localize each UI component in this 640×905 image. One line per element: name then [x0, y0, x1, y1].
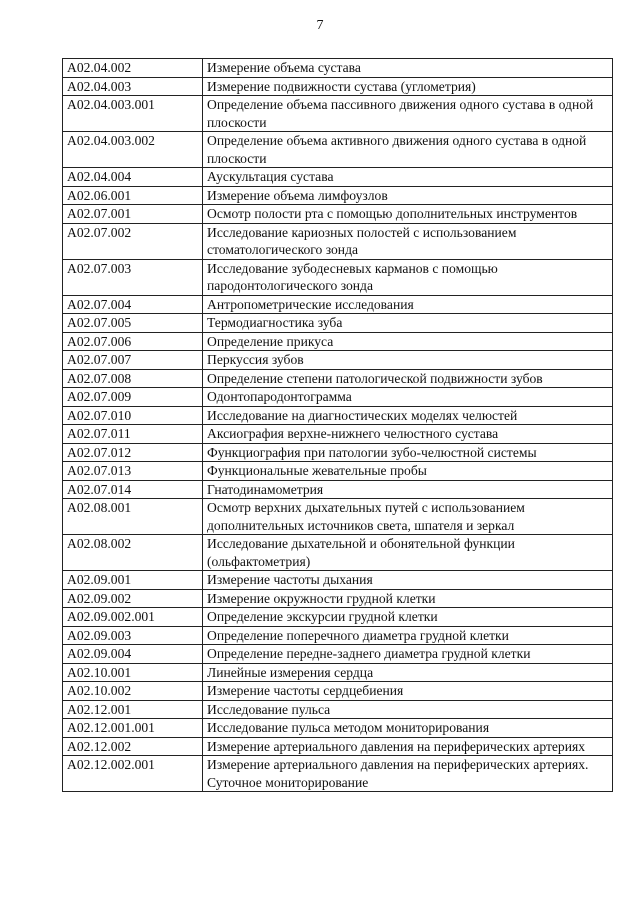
procedure-name-cell: Исследование пульса — [203, 700, 613, 719]
procedure-code-cell: A02.04.002 — [63, 59, 203, 78]
procedure-name-cell: Измерение частоты дыхания — [203, 571, 613, 590]
procedure-name-cell: Исследование кариозных полостей с использованием стоматологического зонда — [203, 223, 613, 259]
table-row — [63, 406, 613, 425]
table-row — [63, 719, 613, 738]
procedure-name-cell: Функциография при патологии зубо-челюстной системы — [203, 443, 613, 462]
table-row — [63, 369, 613, 388]
table-row — [63, 388, 613, 407]
procedure-code-cell: A02.10.002 — [63, 682, 203, 701]
procedure-code-cell: A02.10.001 — [63, 663, 203, 682]
procedure-code-cell: A02.04.003.001 — [63, 96, 203, 132]
procedure-code-cell: A02.06.001 — [63, 186, 203, 205]
procedure-name-cell: Аксиография верхне-нижнего челюстного сустава — [203, 425, 613, 444]
procedure-name-cell: Определение экскурсии грудной клетки — [203, 608, 613, 627]
table-row — [63, 608, 613, 627]
table-row — [63, 645, 613, 664]
procedure-code-cell: A02.07.001 — [63, 205, 203, 224]
procedure-code-cell: A02.12.002 — [63, 737, 203, 756]
procedure-name-cell: Осмотр верхних дыхательных путей с использованием дополнительных источников света, шпателя и зеркал — [203, 499, 613, 535]
procedure-name-cell: Определение объема пассивного движения одного сустава в одной плоскости — [203, 96, 613, 132]
table-row — [63, 499, 613, 535]
table-row — [63, 259, 613, 295]
procedure-name-cell: Исследование зубодесневых карманов с помощью пародонтологического зонда — [203, 259, 613, 295]
table-row — [63, 223, 613, 259]
procedure-name-cell: Определение прикуса — [203, 332, 613, 351]
table-row — [63, 351, 613, 370]
table-row — [63, 443, 613, 462]
procedure-code-cell: A02.09.002 — [63, 589, 203, 608]
procedure-code-cell: A02.07.010 — [63, 406, 203, 425]
procedure-code-cell: A02.04.003 — [63, 77, 203, 96]
procedure-name-cell: Гнатодинамометрия — [203, 480, 613, 499]
procedure-code-cell: A02.07.007 — [63, 351, 203, 370]
procedure-name-cell: Термодиагностика зуба — [203, 314, 613, 333]
procedure-code-cell: A02.07.003 — [63, 259, 203, 295]
table-row — [63, 571, 613, 590]
procedure-name-cell: Измерение артериального давления на периферических артериях. Суточное мониторирование — [203, 756, 613, 792]
table-row — [63, 737, 613, 756]
procedure-name-cell: Измерение объема лимфоузлов — [203, 186, 613, 205]
procedure-name-cell: Определение степени патологической подвижности зубов — [203, 369, 613, 388]
procedure-name-cell: Исследование пульса методом мониторирования — [203, 719, 613, 738]
procedures-table — [62, 58, 613, 792]
table-row — [63, 589, 613, 608]
table-row — [63, 186, 613, 205]
page-number: 7 — [316, 18, 324, 33]
table-row — [63, 462, 613, 481]
procedure-code-cell: A02.09.003 — [63, 626, 203, 645]
procedure-name-cell: Исследование дыхательной и обонятельной функции (ольфактометрия) — [203, 535, 613, 571]
procedure-name-cell: Определение поперечного диаметра грудной клетки — [203, 626, 613, 645]
procedure-code-cell: A02.07.011 — [63, 425, 203, 444]
procedure-name-cell: Осмотр полости рта с помощью дополнительных инструментов — [203, 205, 613, 224]
procedure-name-cell: Функциональные жевательные пробы — [203, 462, 613, 481]
table-row — [63, 480, 613, 499]
procedure-code-cell: A02.09.004 — [63, 645, 203, 664]
procedure-code-cell: A02.07.006 — [63, 332, 203, 351]
procedure-code-cell: A02.07.014 — [63, 480, 203, 499]
procedure-name-cell: Измерение окружности грудной клетки — [203, 589, 613, 608]
procedure-name-cell: Линейные измерения сердца — [203, 663, 613, 682]
procedure-code-cell: A02.08.001 — [63, 499, 203, 535]
procedure-code-cell: A02.07.013 — [63, 462, 203, 481]
procedure-code-cell: A02.12.001 — [63, 700, 203, 719]
procedure-code-cell: A02.12.001.001 — [63, 719, 203, 738]
procedure-code-cell: A02.04.004 — [63, 168, 203, 187]
procedure-name-cell: Перкуссия зубов — [203, 351, 613, 370]
table-row — [63, 626, 613, 645]
table-row — [63, 314, 613, 333]
procedure-name-cell: Одонтопародонтограмма — [203, 388, 613, 407]
procedure-code-cell: A02.09.002.001 — [63, 608, 203, 627]
procedure-name-cell: Измерение подвижности сустава (углометрия) — [203, 77, 613, 96]
table-row — [63, 535, 613, 571]
table-row — [63, 700, 613, 719]
table-row — [63, 96, 613, 132]
procedure-code-cell: A02.04.003.002 — [63, 132, 203, 168]
procedure-name-cell: Аускультация сустава — [203, 168, 613, 187]
procedure-name-cell: Измерение артериального давления на периферических артериях — [203, 737, 613, 756]
table-row — [63, 332, 613, 351]
table-row — [63, 132, 613, 168]
procedure-name-cell: Определение объема активного движения одного сустава в одной плоскости — [203, 132, 613, 168]
table-row — [63, 205, 613, 224]
table-row — [63, 77, 613, 96]
table-row — [63, 663, 613, 682]
table-row — [63, 425, 613, 444]
table-row — [63, 756, 613, 792]
procedure-code-cell: A02.07.008 — [63, 369, 203, 388]
procedure-code-cell: A02.07.009 — [63, 388, 203, 407]
procedure-name-cell: Определение передне-заднего диаметра грудной клетки — [203, 645, 613, 664]
procedure-name-cell: Исследование на диагностических моделях челюстей — [203, 406, 613, 425]
procedures-table-body — [63, 59, 613, 792]
table-row — [63, 682, 613, 701]
table-row — [63, 59, 613, 78]
procedure-code-cell: A02.09.001 — [63, 571, 203, 590]
procedure-name-cell: Измерение частоты сердцебиения — [203, 682, 613, 701]
procedure-code-cell: A02.08.002 — [63, 535, 203, 571]
procedure-name-cell: Антропометрические исследования — [203, 295, 613, 314]
procedure-code-cell: A02.07.012 — [63, 443, 203, 462]
procedure-code-cell: A02.12.002.001 — [63, 756, 203, 792]
procedure-code-cell: A02.07.004 — [63, 295, 203, 314]
table-row — [63, 295, 613, 314]
table-row — [63, 168, 613, 187]
procedure-name-cell: Измерение объема сустава — [203, 59, 613, 78]
procedure-code-cell: A02.07.002 — [63, 223, 203, 259]
procedure-code-cell: A02.07.005 — [63, 314, 203, 333]
